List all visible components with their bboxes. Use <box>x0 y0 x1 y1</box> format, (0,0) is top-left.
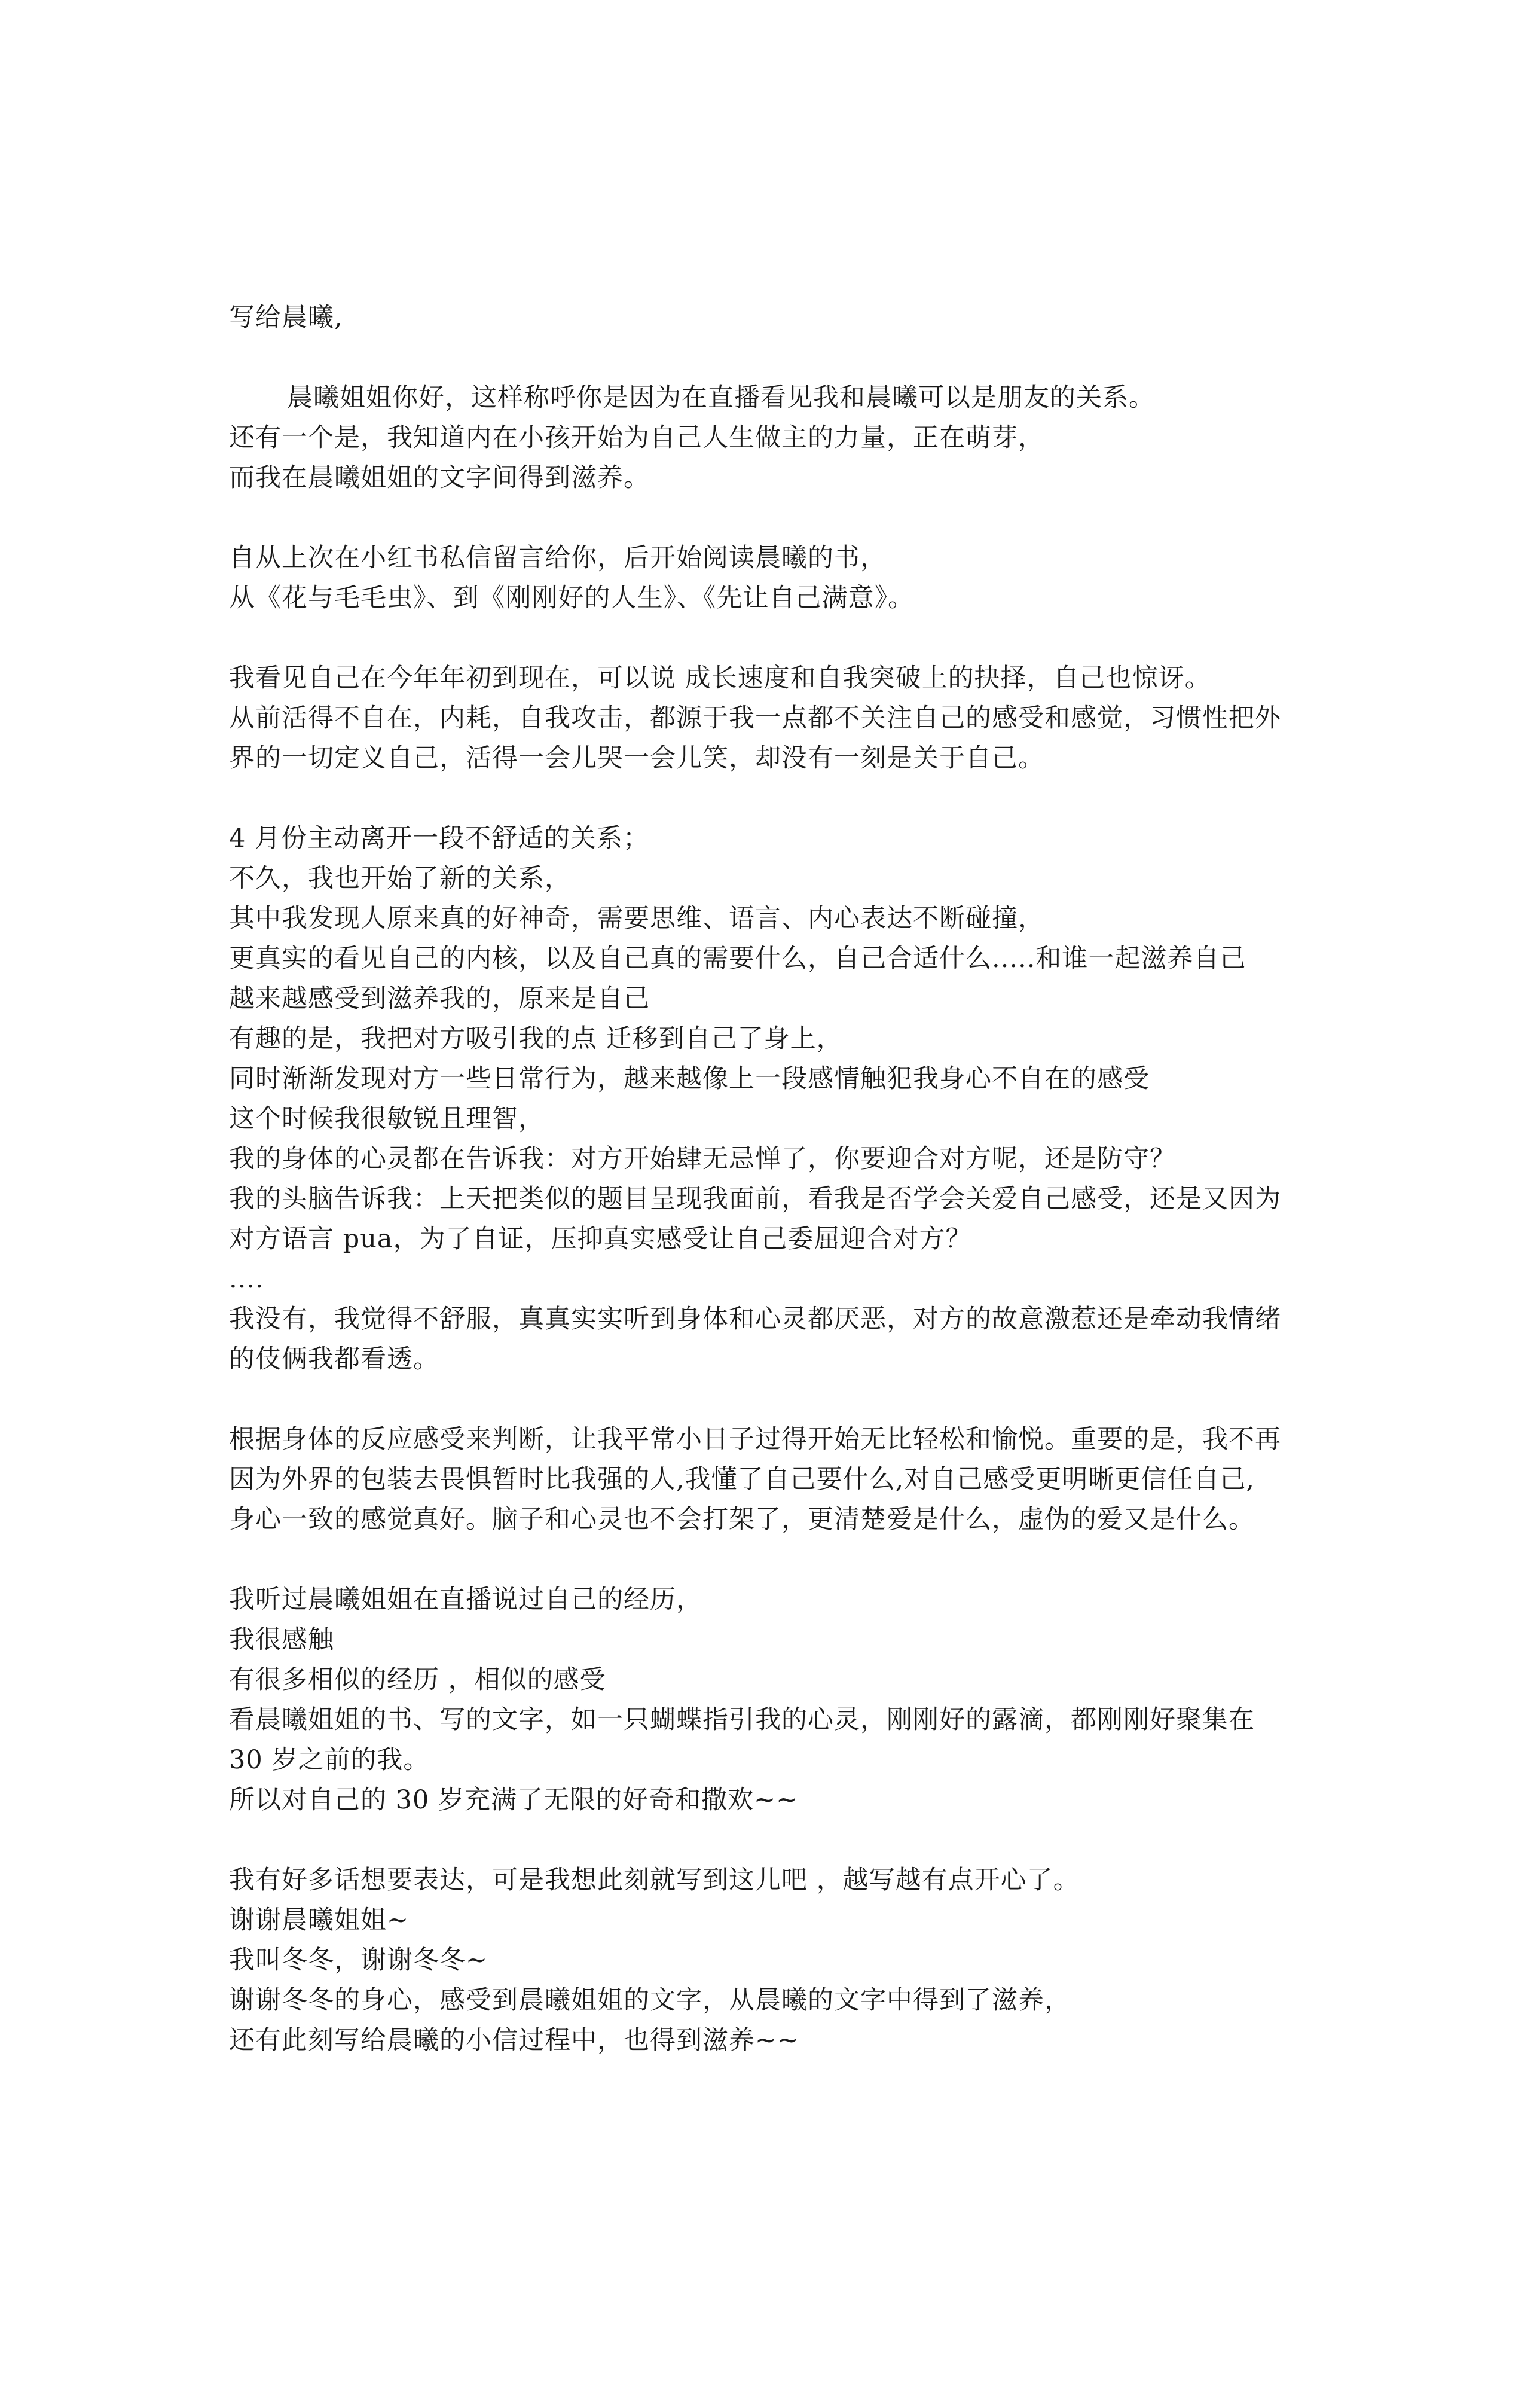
text-line: 我没有，我觉得不舒服，真真实实听到身体和心灵都厌恶，对方的故意激惹还是牵动我情绪 <box>229 1304 1281 1334</box>
text-line: 我听过晨曦姐姐在直播说过自己的经历， <box>229 1585 702 1615</box>
text-line: 我看见自己在今年年初到现在，可以说 成长速度和自我突破上的抉择，自己也惊讶。 <box>229 663 1211 693</box>
letter-body <box>229 298 1317 2101</box>
text-line: 有很多相似的经历 ，相似的感受 <box>229 1665 606 1695</box>
text-line: 有趣的是，我把对方吸引我的点 迁移到自己了身上， <box>229 1024 843 1054</box>
text-line: 所以对自己的 30 岁充满了无限的好奇和撒欢~~ <box>229 1785 799 1815</box>
text-line: 看晨曦姐姐的书、写的文字，如一只蝴蝶指引我的心灵，刚刚好的露滴，都刚刚好聚集在 <box>229 1705 1255 1735</box>
text-line: 我很感触 <box>229 1625 334 1655</box>
text-line: 的伎俩我都看透。 <box>229 1344 439 1374</box>
text-line: .... <box>229 1264 264 1294</box>
salutation: 写给晨曦, <box>229 303 343 332</box>
text-line: 不久，我也开始了新的关系， <box>229 864 571 893</box>
paragraph-experience <box>229 1580 1317 1820</box>
text-line: 谢谢晨曦姐姐~ <box>229 1905 410 1935</box>
text-line: 从《花与毛毛虫》、到《刚刚好的人生》、《先让自己满意》。 <box>229 583 914 613</box>
text-line: 30 岁之前的我。 <box>229 1745 430 1775</box>
text-line: 而我在晨曦姐姐的文字间得到滋养。 <box>229 463 650 493</box>
text-line: 其中我发现人原来真的好神奇，需要思维、语言、内心表达不断碰撞， <box>229 904 1044 933</box>
text-line: 越来越感受到滋养我的，原来是自己 <box>229 984 650 1014</box>
text-line: 我的身体的心灵都在告诉我：对方开始肆无忌惮了，你要迎合对方呢，还是防守？ <box>229 1144 1176 1174</box>
text-line: 这个时候我很敏锐且理智， <box>229 1104 545 1134</box>
text-line: 对方语言 pua，为了自证，压抑真实感受让自己委屈迎合对方？ <box>229 1224 972 1254</box>
text-line: 我叫冬冬，谢谢冬冬~ <box>229 1945 488 1975</box>
text-line: 界的一切定义自己，活得一会儿哭一会儿笑，却没有一刻是关于自己。 <box>229 743 1044 773</box>
text-line: 因为外界的包装去畏惧暂时比我强的人,我懂了自己要什么,对自己感受更明晰更信任自己, <box>229 1465 1255 1494</box>
text-line: 还有此刻写给晨曦的小信过程中，也得到滋养~~ <box>229 2025 800 2055</box>
text-line: 更真实的看见自己的内核，以及自己真的需要什么，自己合适什么.....和谁一起滋养自己 <box>229 944 1246 974</box>
text-line: 我有好多话想要表达，可是我想此刻就写到这儿吧 ，越写越有点开心了。 <box>229 1865 1080 1895</box>
paragraph-growth <box>229 658 1317 779</box>
text-line: 身心一致的感觉真好。脑子和心灵也不会打架了，更清楚爱是什么，虚伪的爱又是什么。 <box>229 1505 1255 1534</box>
text-line: 从前活得不自在，内耗，自我攻击，都源于我一点都不关注自己的感受和感觉，习惯性把外 <box>229 703 1281 733</box>
paragraph-relationship <box>229 819 1317 1380</box>
paragraph-greeting <box>229 378 1317 498</box>
text-line: 根据身体的反应感受来判断，让我平常小日子过得开始无比轻松和愉悦。重要的是，我不再 <box>229 1424 1281 1454</box>
paragraph-body-feelings <box>229 1420 1317 1540</box>
text-line: 我的头脑告诉我：上天把类似的题目呈现我面前，看我是否学会关爱自己感受，还是又因为 <box>229 1184 1281 1214</box>
text-line: 4 月份主动离开一段不舒适的关系； <box>229 823 650 853</box>
paragraph-reading <box>229 538 1317 618</box>
text-line: 谢谢冬冬的身心，感受到晨曦姐姐的文字，从晨曦的文字中得到了滋养， <box>229 1985 1071 2015</box>
text-line: 晨曦姐姐你好，这样称呼你是因为在直播看见我和晨曦可以是朋友的关系。 <box>287 383 1155 413</box>
text-line: 同时渐渐发现对方一些日常行为，越来越像上一段感情触犯我身心不自在的感受 <box>229 1064 1150 1094</box>
text-line: 自从上次在小红书私信留言给你，后开始阅读晨曦的书， <box>229 543 887 573</box>
salutation-block <box>229 298 1317 338</box>
paragraph-closing <box>229 1860 1317 2061</box>
text-line: 还有一个是，我知道内在小孩开始为自己人生做主的力量，正在萌芽， <box>229 423 1044 453</box>
